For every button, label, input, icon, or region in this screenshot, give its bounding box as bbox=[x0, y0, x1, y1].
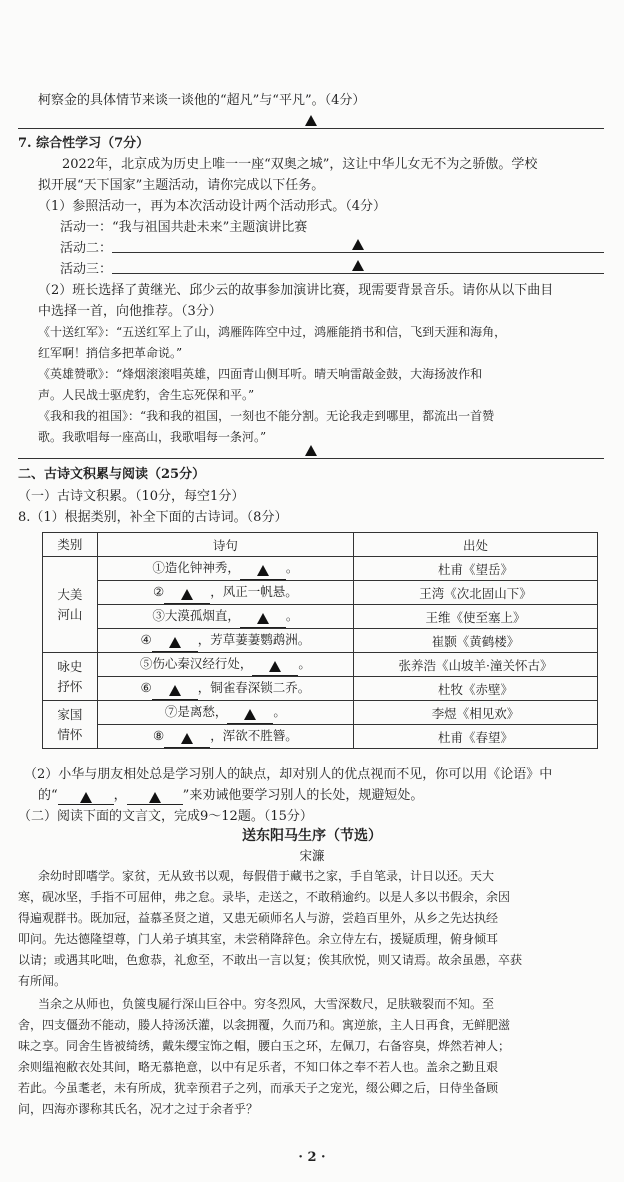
q8-2-line2: 的“ ， ”来劝诫他要学习别人的长处，规避短处。 bbox=[38, 788, 424, 803]
poem-blank[interactable] bbox=[152, 683, 198, 700]
answer-triangle-icon bbox=[352, 260, 364, 271]
poem-blank[interactable] bbox=[164, 587, 210, 604]
passage-line: 叩问。先达德隆望尊，门人弟子填其室，未尝稍降辞色。余立侍左右，援疑质理，俯身倾耳 bbox=[18, 932, 499, 946]
q7-task1: （1）参照活动一，再为本次活动设计两个活动形式。（4分） bbox=[38, 199, 387, 214]
page-number: · 2 · bbox=[298, 1150, 326, 1165]
answer-triangle-icon bbox=[257, 613, 269, 624]
answer-triangle-icon bbox=[244, 709, 256, 720]
q7-intro-line2: 拟开展“天下国家”主题活动，请你完成以下任务。 bbox=[38, 178, 325, 193]
answer-triangle-icon bbox=[80, 792, 92, 803]
activity2-answer-line[interactable] bbox=[112, 236, 604, 253]
q7-activity1: 活动一：“我与祖国共赴未来”主题演讲比赛 bbox=[60, 220, 308, 235]
part2-sub2: （二）阅读下面的文言文，完成9～12题。（15分） bbox=[18, 809, 313, 824]
song3-line2: 歌。我歌唱每一座高山，我歌唱每一条河。” bbox=[38, 430, 267, 444]
part2-sub1: （一）古诗文积累。（10分，每空1分） bbox=[18, 489, 245, 504]
q8-1-prompt: 8.（1）根据类别，补全下面的古诗词。（8分） bbox=[18, 510, 288, 525]
q7-intro-line1: 2022年，北京成为历史上唯一一座“双奥之城”，这让中华儿女无不为之骄傲。学校 bbox=[62, 157, 538, 172]
q7-activity3-label: 活动三： bbox=[60, 262, 113, 277]
source-cell: 杜牧《赤壁》 bbox=[353, 677, 597, 701]
poem-blank[interactable] bbox=[240, 563, 286, 580]
category-cell: 大美河山 bbox=[43, 557, 98, 653]
poem-line-cell: ①造化钟神秀， 。 bbox=[97, 557, 353, 581]
table-row bbox=[43, 605, 598, 629]
poem-line-cell: ⑧ ，浑欲不胜簪。 bbox=[97, 725, 353, 749]
passage-line: 有所闻。 bbox=[18, 974, 67, 988]
answer-triangle-icon bbox=[352, 239, 364, 250]
part2-title: 二、古诗文积累与阅读（25分） bbox=[18, 467, 206, 482]
q7-task2-line1: （2）班长选择了黄继光、邱少云的故事参加演讲比赛，现需要背景音乐。请你从以下曲目 bbox=[38, 283, 554, 298]
passage-line: 以请；或遇其叱咄，色愈恭，礼愈至，不敢出一言以复；俟其欣悦，则又请焉。故余虽愚，卒获 bbox=[18, 953, 523, 967]
q7-title: 7. 综合性学习（7分） bbox=[18, 136, 150, 151]
passage-line: 若此。今虽耄老，未有所成，犹幸预君子之列，而承天子之宠光，缀公卿之后，日侍坐备顾 bbox=[18, 1081, 499, 1095]
answer-triangle-icon bbox=[149, 792, 161, 803]
table-row bbox=[43, 677, 598, 701]
category-cell: 家国情怀 bbox=[43, 701, 98, 749]
passage-author: 宋濂 bbox=[299, 848, 325, 863]
table-row bbox=[43, 629, 598, 653]
poem-table bbox=[42, 532, 598, 749]
poem-blank[interactable] bbox=[152, 635, 198, 652]
category-cell: 咏史抒怀 bbox=[43, 653, 98, 701]
song1-line2: 红军啊！捎信多把革命说。” bbox=[38, 346, 183, 360]
header-line: 诗句 bbox=[97, 533, 353, 557]
poem-blank[interactable] bbox=[240, 611, 286, 628]
poem-blank[interactable] bbox=[164, 731, 210, 748]
answer-triangle-icon bbox=[169, 637, 181, 648]
answer-triangle-icon bbox=[181, 589, 193, 600]
passage-line: 得遍观群书。既加冠，益慕圣贤之道，又患无硕师名人与游，尝趋百里外，从乡之先达执经 bbox=[18, 911, 499, 925]
poem-line-cell: ⑥ ，铜雀春深锁二乔。 bbox=[97, 677, 353, 701]
analects-blank-2[interactable] bbox=[127, 788, 183, 805]
source-cell: 李煜《相见欢》 bbox=[353, 701, 597, 725]
passage-line: 当余之从师也，负箧曳屣行深山巨谷中。穷冬烈风，大雪深数尺，足肤皲裂而不知。至 bbox=[38, 997, 495, 1011]
analects-blank-1[interactable] bbox=[58, 788, 114, 805]
source-cell: 王维《使至塞上》 bbox=[353, 605, 597, 629]
answer-triangle-icon bbox=[181, 733, 193, 744]
table-header-row bbox=[43, 533, 598, 557]
answer-triangle-icon bbox=[305, 445, 317, 456]
source-cell: 张养浩《山坡羊·潼关怀古》 bbox=[353, 653, 597, 677]
q8-2-line1: （2）小华与朋友相处总是学习别人的缺点，却对别人的优点视而不见，你可以用《论语》中 bbox=[24, 767, 553, 782]
poem-line-cell: ④ ，芳草萋萋鹦鹉洲。 bbox=[97, 629, 353, 653]
passage-line: 问，四海亦谬称其氏名，况才之过于余者乎？ bbox=[18, 1102, 259, 1116]
song3-line1: 《我和我的祖国》：“我和我的祖国，一刻也不能分割。无论我走到哪里，都流出一首赞 bbox=[38, 409, 495, 423]
table-row bbox=[43, 653, 598, 677]
table-row bbox=[43, 701, 598, 725]
table-row bbox=[43, 725, 598, 749]
source-cell: 崔颢《黄鹤楼》 bbox=[353, 629, 597, 653]
source-cell: 杜甫《春望》 bbox=[353, 725, 597, 749]
table-row bbox=[43, 581, 598, 605]
source-cell: 杜甫《望岳》 bbox=[353, 557, 597, 581]
poem-blank[interactable] bbox=[227, 707, 273, 724]
passage-line: 寒，砚冰坚，手指不可屈伸，弗之怠。录毕，走送之，不敢稍逾约。以是人多以书假余，余因 bbox=[18, 890, 511, 904]
activity3-answer-line[interactable] bbox=[112, 257, 604, 274]
header-category: 类别 bbox=[43, 533, 98, 557]
header-source: 出处 bbox=[353, 533, 597, 557]
answer-triangle-icon bbox=[269, 661, 281, 672]
poem-line-cell: ③大漠孤烟直， 。 bbox=[97, 605, 353, 629]
answer-triangle-icon bbox=[257, 565, 269, 576]
passage-line: 舍，四支僵劲不能动，媵人持汤沃灌，以衾拥覆，久而乃和。寓逆旅，主人日再食，无鲜肥滋 bbox=[18, 1018, 511, 1032]
song2-line1: 《英雄赞歌》：“烽烟滚滚唱英雄，四面青山侧耳听。晴天响雷敲金鼓，大海扬波作和 bbox=[38, 367, 483, 381]
q7-task2-line2: 中选择一首，向他推荐。（3分） bbox=[38, 304, 222, 319]
song2-line2: 声。人民战士驱虎豹，舍生忘死保和平。” bbox=[38, 388, 255, 402]
q7-task2-answer-line[interactable] bbox=[18, 442, 604, 459]
passage-line: 味之享。同舍生皆被绮绣，戴朱缨宝饰之帽，腰白玉之环，左佩刀，右备容臭，烨然若神人； bbox=[18, 1039, 511, 1053]
answer-triangle-icon bbox=[169, 685, 181, 696]
poem-line-cell: ⑤伤心秦汉经行处， 。 bbox=[97, 653, 353, 677]
song1-line1: 《十送红军》：“五送红军上了山，鸿雁阵阵空中过，鸿雁能捎书和信，飞到天涯和海角， bbox=[38, 325, 507, 339]
poem-blank[interactable] bbox=[252, 659, 298, 676]
passage-line: 余则缊袍敝衣处其间，略无慕艳意，以中有足乐者，不知口体之奉不若人也。盖余之勤且艰 bbox=[18, 1060, 499, 1074]
q6-tail-text: 柯察金的具体情节来谈一谈他的“超凡”与“平凡”。（4分） bbox=[38, 93, 366, 108]
poem-line-cell: ② ，风正一帆悬。 bbox=[97, 581, 353, 605]
table-row bbox=[43, 557, 598, 581]
q6-answer-line[interactable] bbox=[18, 112, 604, 129]
answer-triangle-icon bbox=[305, 115, 317, 126]
q7-activity2-label: 活动二： bbox=[60, 241, 113, 256]
source-cell: 王湾《次北固山下》 bbox=[353, 581, 597, 605]
passage-title: 送东阳马生序（节选） bbox=[242, 828, 382, 844]
passage-line: 余幼时即嗜学。家贫，无从致书以观，每假借于藏书之家，手自笔录，计日以还。天大 bbox=[38, 869, 495, 883]
poem-line-cell: ⑦是离愁， 。 bbox=[97, 701, 353, 725]
